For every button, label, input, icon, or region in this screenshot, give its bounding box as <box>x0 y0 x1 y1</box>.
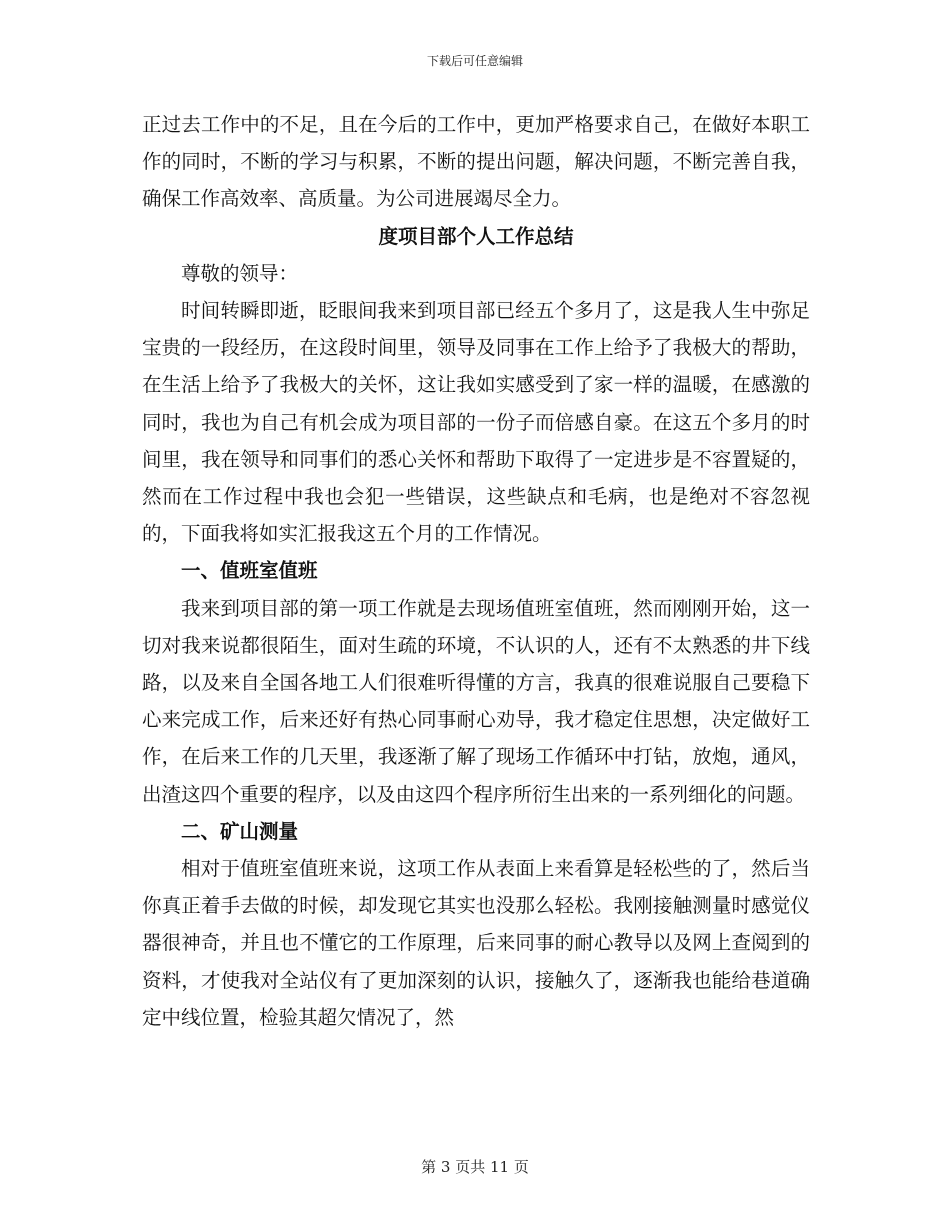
salutation: 尊敬的领导： <box>181 261 299 285</box>
opening-paragraph: 时间转瞬即逝，眨眼间我来到项目部已经五个多月了，这是我人生中弥足宝贵的一段经历，在这段时间里，领导及同事在工作上给予了我极大的帮助，在生活上给予了我极大的关怀，这让我如实感受到了家一样的温暖，在感激的同时，我也为自己有机会成为项目部的一份子而倍感自豪。在这五个多月的时间里，我在领导和同事们的悉心关怀和帮助下取得了一定进步是不容置疑的，然而在工作过程中我也会犯一些错误，这些缺点和毛病，也是绝对不容忽视的，下面我将如实汇报我这五个月的工作情况。 <box>142 299 810 546</box>
document-title: 度项目部个人工作总结 <box>378 224 574 248</box>
section-body-mine-survey: 相对于值班室值班来说，这项工作从表面上来看算是轻松些的了，然后当你真正着手去做的时候，却发现它其实也没那么轻松。我刚接触测量时感觉仪器很神奇，并且也不懂它的工作原理，后来同事的耐心教导以及网上查阅到的资料，才使我对全站仪有了更加深刻的认识，接触久了，逐渐我也能给巷道确定中线位置，检验其超欠情况了，然 <box>142 857 810 1029</box>
section-body-duty-room: 我来到项目部的第一项工作就是去现场值班室值班，然而刚刚开始，这一切对我来说都很陌生，面对生疏的环境，不认识的人，还有不太熟悉的井下线路，以及来自全国各地工人们很难听得懂的方言，我真的很难说服自己要稳下心来完成工作，后来还好有热心同事耐心劝导，我才稳定住思想，决定做好工作，在后来工作的几天里，我逐渐了解了现场工作循环中打钻，放炮，通风，出渣这四个重要的程序，以及由这四个程序所衍生出来的一系列细化的问题。 <box>142 596 810 806</box>
section-heading-duty-room: 一、值班室值班 <box>181 559 318 583</box>
intro-continuation-paragraph: 正过去工作中的不足，且在今后的工作中，更加严格要求自己，在做好本职工作的同时，不断的学习与积累，不断的提出问题，解决问题，不断完善自我，确保工作高效率、高质量。为公司进展竭尽全力。 <box>142 113 810 211</box>
document-body <box>142 106 810 1036</box>
section-heading-mine-survey: 二、矿山测量 <box>181 819 299 843</box>
page-number-footer: 第 3 页共 11 页 <box>421 1158 529 1176</box>
running-header: 下载后可任意编辑 <box>426 54 523 68</box>
